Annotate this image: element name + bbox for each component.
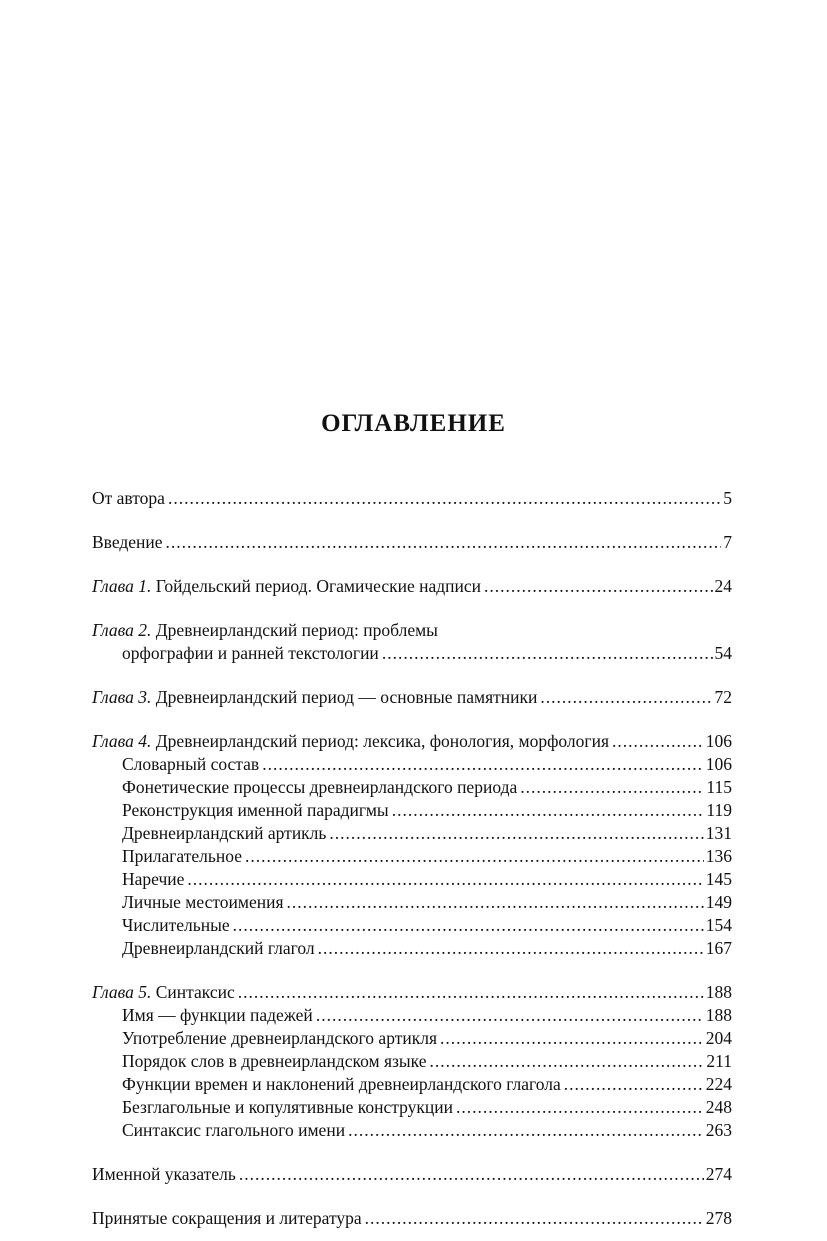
chapter-label: Глава 1.: [92, 576, 152, 596]
page-number: 263: [705, 1120, 732, 1140]
page-number: 24: [714, 576, 732, 596]
toc-entry-chapter-1[interactable]: [92, 575, 732, 598]
page-number: 7: [723, 532, 732, 552]
toc-entry-chapter-5[interactable]: [92, 981, 732, 1004]
toc-entry-chapter-2[interactable]: [92, 619, 732, 665]
toc-subentry[interactable]: [92, 1050, 732, 1073]
entry-text: Числительные: [122, 915, 230, 935]
leader-dots: [238, 981, 704, 1004]
toc-entry-foreword[interactable]: [92, 487, 732, 510]
page-number: 115: [706, 777, 732, 797]
page-title: ОГЛАВЛЕНИЕ: [321, 410, 506, 437]
entry-text: Синтаксис: [151, 982, 235, 1002]
leader-dots: [168, 487, 721, 510]
entry-text: Употребление древнеирландского артикля: [122, 1028, 438, 1048]
entry-text: Имя — функции падежей: [122, 1005, 313, 1025]
leader-dots: [440, 1027, 704, 1050]
leader-dots: [287, 891, 704, 914]
leader-dots: [365, 1207, 704, 1230]
entry-text: Гойдельский период. Огамические надписи: [151, 576, 482, 596]
entry-text: Принятые сокращения и литература: [92, 1208, 362, 1228]
page-number: 149: [705, 892, 732, 912]
toc-subentry[interactable]: [92, 937, 732, 960]
toc-entry-chapter-3[interactable]: [92, 686, 732, 709]
page-number: 167: [705, 938, 732, 958]
entry-text: Безглагольные и копулятивные конструкции: [122, 1097, 453, 1117]
leader-dots: [233, 914, 704, 937]
leader-dots: [166, 531, 722, 554]
toc-subentry[interactable]: [92, 1119, 732, 1142]
page-number: 106: [705, 731, 732, 751]
leader-dots: [484, 575, 712, 598]
chapter-label: Глава 4.: [92, 731, 152, 751]
entry-text: Функции времен и наклонений древнеирландского глагола: [122, 1074, 561, 1094]
chapter-label: Глава 5.: [92, 982, 152, 1002]
chapter-label: Глава 3.: [92, 687, 152, 707]
toc-entry-name-index[interactable]: [92, 1163, 732, 1186]
page-number: 131: [705, 823, 732, 843]
toc-subentry[interactable]: [92, 799, 732, 822]
page-number: 72: [714, 687, 732, 707]
toc-subentry[interactable]: [92, 1073, 732, 1096]
leader-dots: [520, 776, 704, 799]
toc-subentry[interactable]: [92, 1096, 732, 1119]
leader-dots: [187, 868, 703, 891]
toc-subentry[interactable]: [92, 1004, 732, 1027]
page-number: 145: [705, 869, 732, 889]
page-number: 136: [705, 846, 732, 866]
page-number: 154: [705, 915, 732, 935]
leader-dots: [456, 1096, 704, 1119]
entry-text: Реконструкция именной парадигмы: [122, 800, 389, 820]
leader-dots: [318, 937, 704, 960]
entry-text: Фонетические процессы древнеирландского периода: [122, 777, 518, 797]
entry-text: От автора: [92, 488, 165, 508]
leader-dots: [564, 1073, 704, 1096]
chapter-label: Глава 2.: [92, 620, 152, 640]
entry-text: Наречие: [122, 869, 185, 889]
page-number: 188: [705, 1005, 732, 1025]
leader-dots: [382, 642, 713, 665]
page-number: 274: [705, 1164, 732, 1184]
page-number: 54: [714, 643, 732, 663]
leader-dots: [430, 1050, 705, 1073]
toc-subentry[interactable]: [92, 891, 732, 914]
entry-text: Введение: [92, 532, 163, 552]
page-number: 278: [705, 1208, 732, 1228]
entry-text: Древнеирландский период — основные памятники: [151, 687, 538, 707]
leader-dots: [348, 1119, 704, 1142]
table-of-contents: [92, 487, 732, 1230]
entry-text: Синтаксис глагольного имени: [122, 1120, 346, 1140]
entry-text: Древнеирландский глагол: [122, 938, 315, 958]
entry-text-line-1: Древнеирландский период: проблемы: [151, 620, 438, 640]
toc-subentry[interactable]: [92, 845, 732, 868]
toc-entry-introduction[interactable]: [92, 531, 732, 554]
leader-dots: [316, 1004, 704, 1027]
page-number: 224: [705, 1074, 732, 1094]
page-number: 5: [723, 488, 732, 508]
toc-subentry[interactable]: [92, 1027, 732, 1050]
toc-subentry[interactable]: [92, 822, 732, 845]
toc-entry-chapter-4[interactable]: [92, 730, 732, 753]
page-number: 119: [706, 800, 732, 820]
leader-dots: [612, 730, 704, 753]
toc-subentry[interactable]: [92, 753, 732, 776]
page-number: 204: [705, 1028, 732, 1048]
page-number: 106: [705, 754, 732, 774]
entry-text: Древнеирландский период: лексика, фонология, морфология: [151, 731, 610, 751]
leader-dots: [329, 822, 703, 845]
toc-subentry[interactable]: [92, 868, 732, 891]
leader-dots: [239, 1163, 704, 1186]
toc-entry-abbreviations[interactable]: [92, 1207, 732, 1230]
entry-text: Именной указатель: [92, 1164, 236, 1184]
page-number: 188: [705, 982, 732, 1002]
entry-text: Прилагательное: [122, 846, 242, 866]
entry-text: Словарный состав: [122, 754, 260, 774]
entry-text: Личные местоимения: [122, 892, 284, 912]
leader-dots: [245, 845, 704, 868]
page-number: 248: [705, 1097, 732, 1117]
toc-subentry[interactable]: [92, 776, 732, 799]
leader-dots: [262, 753, 704, 776]
leader-dots: [392, 799, 705, 822]
page-number: 211: [706, 1051, 732, 1071]
entry-text: Порядок слов в древнеирландском языке: [122, 1051, 427, 1071]
toc-subentry[interactable]: [92, 914, 732, 937]
entry-text-line-2: орфографии и ранней текстологии: [122, 643, 379, 663]
leader-dots: [540, 686, 712, 709]
entry-text: Древнеирландский артикль: [122, 823, 327, 843]
